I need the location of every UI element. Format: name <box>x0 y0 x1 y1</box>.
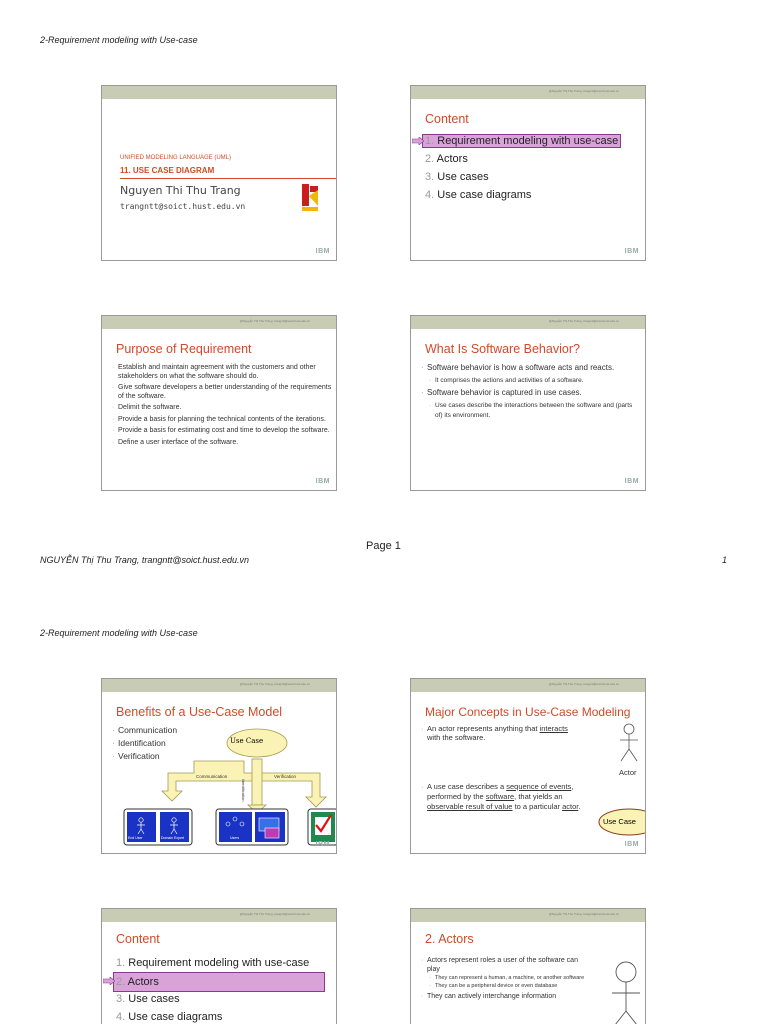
bullet-item: · Software behavior is how a software acts and reacts. <box>421 363 637 373</box>
communication-label: Communication <box>196 774 228 779</box>
content-item-2: 2. Actors <box>425 153 468 165</box>
slide-content-1 <box>410 85 646 261</box>
sub-bullet-item: · Use cases describe the interactions between the software and (parts of) its environment. <box>421 401 637 421</box>
domain-expert-label: Domain Expert <box>161 836 185 840</box>
slide-content-2 <box>101 908 337 1024</box>
slide-top-bar <box>411 909 645 922</box>
content-item-2 <box>116 972 325 990</box>
bullet-item: · Actors represent roles a user of the software can play <box>421 956 591 974</box>
bullet-item: · Identification <box>112 738 177 749</box>
slide-deck-title: 11. USE CASE DIAGRAM <box>120 166 215 175</box>
content-list <box>116 954 325 1024</box>
bullet-item: · Provide a basis for planning the technical contents of the iterations. <box>112 416 334 425</box>
bullet-item: · Define a user interface of the software. <box>112 439 334 448</box>
ibm-logo: IBM <box>624 248 639 255</box>
sub-bullet-item: · It comprises the actions and activities of a software. <box>421 376 637 386</box>
slide-top-bar <box>411 679 645 692</box>
slide-heading: Purpose of Requirement <box>116 342 252 356</box>
bullet-item: · Verification <box>112 751 177 762</box>
slide-major-concepts <box>410 678 646 854</box>
content-item-1: 1. Requirement modeling with use-case <box>116 957 310 969</box>
content-item-highlight: 1. Requirement modeling with use-case <box>422 134 621 148</box>
slide-top-bar <box>102 86 336 99</box>
slide-purpose <box>101 315 337 491</box>
course-name: UNIFIED MODELING LANGUAGE (UML) <box>120 155 232 161</box>
slide-heading: What Is Software Behavior? <box>425 342 580 356</box>
bullet-item: · An actor represents anything that interacts with the software. <box>421 724 571 742</box>
page-label: Page 1 <box>366 540 401 552</box>
verification-label: Verification <box>274 774 297 779</box>
bullet-list <box>421 956 591 1004</box>
slide-credit: @Nguyễn Thị Thu Trang, trangntt@soict.hust.edu.vn <box>239 682 310 686</box>
page-header: 2-Requirement modeling with Use-case <box>40 35 198 45</box>
ibm-logo: IBM <box>315 478 330 485</box>
slide-credit: @Nguyễn Thị Thu Trang, trangntt@soict.hust.edu.vn <box>548 912 619 916</box>
actor-icon <box>617 723 641 767</box>
ibm-logo: IBM <box>315 841 330 848</box>
actor-bullet <box>421 724 571 745</box>
ibm-logo: IBM <box>624 478 639 485</box>
ibm-logo: IBM <box>624 841 639 848</box>
slide-actors <box>410 908 646 1024</box>
slide-top-bar <box>411 86 645 99</box>
university-logo-icon <box>300 182 320 214</box>
slide-credit: @Nguyễn Thị Thu Trang, trangntt@soict.hust.edu.vn <box>239 912 310 916</box>
slide-benefits <box>101 678 337 854</box>
actor-label: Actor <box>619 768 637 777</box>
slide-credit: @Nguyễn Thị Thu Trang, trangntt@soict.hust.edu.vn <box>548 89 619 93</box>
content-item-1 <box>425 132 621 150</box>
ibm-logo: IBM <box>315 248 330 255</box>
slide-credit: @Nguyễn Thị Thu Trang, trangntt@soict.hust.edu.vn <box>548 682 619 686</box>
bullet-list <box>112 364 334 450</box>
bullet-list <box>421 363 637 423</box>
slide-top-bar <box>102 909 336 922</box>
page-header: 2-Requirement modeling with Use-case <box>40 628 198 638</box>
title-divider <box>120 178 337 179</box>
page-number: 1 <box>722 555 728 565</box>
slide-top-bar <box>411 316 645 329</box>
bullet-item: · Give software developers a better understanding of the requirements of the software. <box>112 384 334 401</box>
bullet-item: · They can actively interchange information <box>421 992 591 1001</box>
content-list <box>425 132 621 204</box>
benefits-diagram <box>102 679 337 854</box>
slide-credit: @Nguyễn Thị Thu Trang, trangntt@soict.hust.edu.vn <box>548 319 619 323</box>
use-case-ellipse-label: Use Case <box>230 737 264 745</box>
sub-bullet-item: · They can represent a human, a machine, or another software <box>421 975 591 982</box>
slide-credit: @Nguyễn Thị Thu Trang, trangntt@soict.hust.edu.vn <box>239 319 310 323</box>
bullet-item: · Delimit the software. <box>112 404 334 413</box>
slide-heading: Content <box>116 932 160 946</box>
use-case-label: Use Case <box>603 817 636 826</box>
slide-top-bar <box>102 316 336 329</box>
bullet-item: · A use case describes a sequence of events, performed by the software, that yields an observable result of value to a particular actor. <box>421 782 586 812</box>
content-item-highlight: 2. Actors <box>113 972 325 992</box>
bullet-item: · Software behavior is captured in use cases. <box>421 388 637 398</box>
page-footer: NGUYỄN Thị Thu Trang, trangntt@soict.hust.edu.vn <box>40 555 250 565</box>
arrow-right-icon <box>103 977 115 985</box>
content-item-4: 4. Use case diagrams <box>116 1011 223 1023</box>
arrow-right-icon <box>412 137 424 145</box>
slide-heading: Content <box>425 112 469 126</box>
slide-heading: 2. Actors <box>425 932 474 946</box>
slide-software-behavior <box>410 315 646 491</box>
author-email: trangntt@soict.hust.edu.vn <box>120 202 246 211</box>
slide-heading: Major Concepts in Use-Case Modeling <box>425 705 631 719</box>
bullet-item: · Provide a basis for estimating cost and time to develop the software. <box>112 427 334 436</box>
slide-heading: Benefits of a Use-Case Model <box>116 705 283 719</box>
sub-bullet-item: · They can be a peripheral device or even database <box>421 983 591 990</box>
end-user-label: End User <box>128 836 143 840</box>
use-case-bullet <box>421 782 586 815</box>
content-item-3: 3. Use cases <box>425 171 489 183</box>
author-name: Nguyen Thi Thu Trang <box>120 184 241 197</box>
content-item-4: 4. Use case diagrams <box>425 189 532 201</box>
users-label: Users <box>230 836 240 840</box>
actor-icon <box>609 961 643 1024</box>
bullet-item: · Establish and maintain agreement with the customers and other stakeholders on what the software should do. <box>112 364 334 381</box>
content-item-3: 3. Use cases <box>116 993 180 1005</box>
slide-title <box>101 85 337 261</box>
bullet-item: · Communication <box>112 725 177 736</box>
identification-label: Identification <box>241 779 246 802</box>
